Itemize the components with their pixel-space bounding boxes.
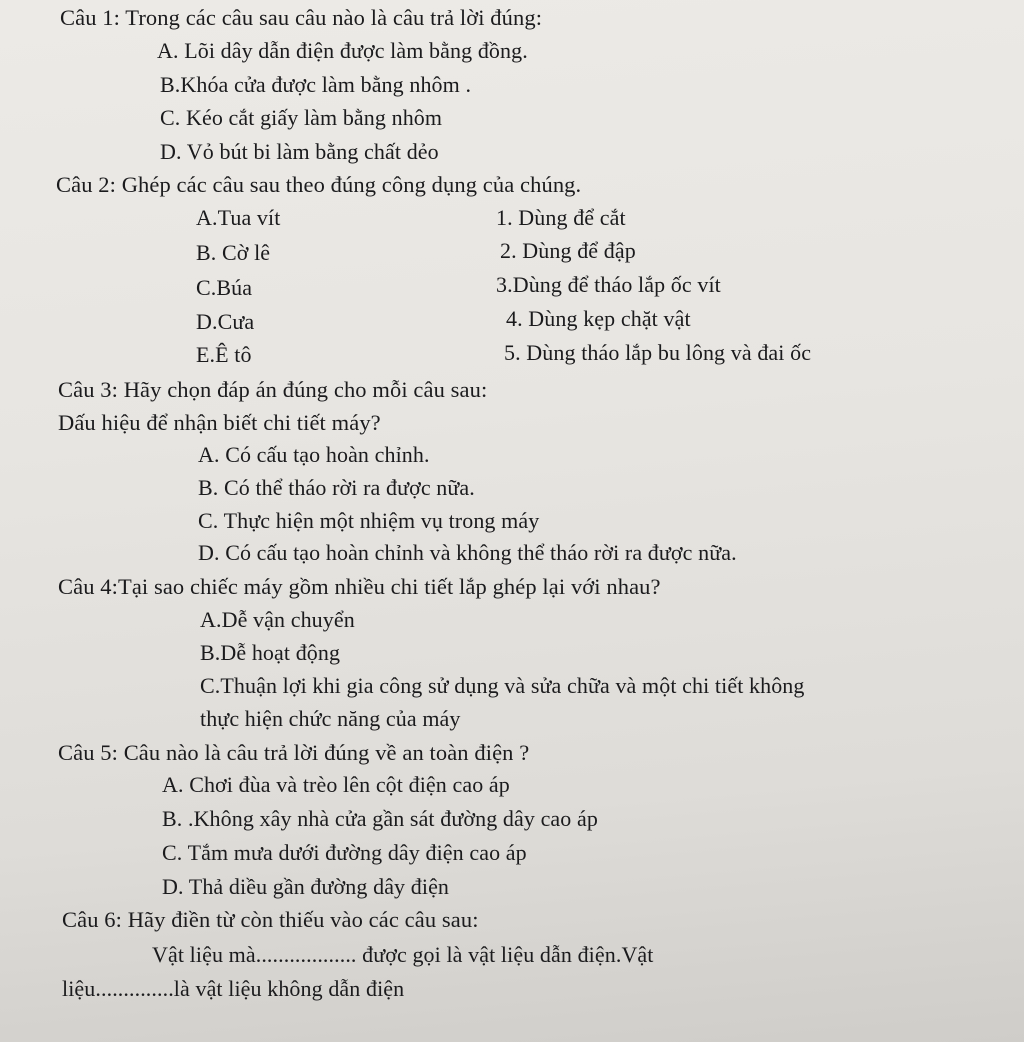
question-4-option-c: C.Thuận lợi khi gia công sử dụng và sửa chữa và một chi tiết không [200, 673, 805, 698]
question-4-option-b: B.Dễ hoạt động [200, 640, 341, 665]
question-5-option-a: A. Chơi đùa và trèo lên cột điện cao áp [162, 772, 510, 797]
question-4-option-c-continued: thực hiện chức năng của máy [200, 706, 461, 731]
question-5-option-c: C. Tắm mưa dưới đường dây điện cao áp [162, 840, 527, 865]
question-5-option-b: B. .Không xây nhà cửa gần sát đường dây cao áp [162, 806, 598, 831]
question-4-title: Câu 4:Tại sao chiếc máy gồm nhiều chi tiết lắp ghép lại với nhau? [58, 574, 661, 599]
question-2-right-5: 5. Dùng tháo lắp bu lông và đai ốc [504, 340, 812, 365]
question-2-left-a: A.Tua vít [196, 205, 281, 230]
question-3-question: Dấu hiệu để nhận biết chi tiết máy? [58, 410, 381, 435]
question-1-option-a: A. Lõi dây dẫn điện được làm bằng đồng. [157, 38, 528, 63]
question-2-right-3: 3.Dùng để tháo lắp ốc vít [496, 272, 721, 297]
question-2-left-e: E.Ê tô [196, 342, 252, 367]
question-2-left-c: C.Búa [196, 275, 253, 300]
question-2-left-d: D.Cưa [196, 309, 255, 334]
question-5-option-d: D. Thả diều gần đường dây điện [162, 874, 450, 899]
question-1-title: Câu 1: Trong các câu sau câu nào là câu trả lời đúng: [60, 5, 543, 30]
question-3-title: Câu 3: Hãy chọn đáp án đúng cho mỗi câu sau: [58, 377, 488, 402]
question-2-right-1: 1. Dùng để cắt [496, 205, 626, 230]
question-3-option-d: D. Có cấu tạo hoàn chỉnh và không thể tháo rời ra được nữa. [198, 540, 737, 565]
question-2-right-4: 4. Dùng kẹp chặt vật [506, 306, 691, 331]
question-6-fill-line-2: liệu..............là vật liệu không dẫn điện [62, 976, 405, 1001]
question-6-title: Câu 6: Hãy điền từ còn thiếu vào các câu sau: [62, 907, 479, 932]
question-2-right-2: 2. Dùng để đập [500, 238, 636, 263]
question-5-title: Câu 5: Câu nào là câu trả lời đúng về an toàn điện ? [58, 740, 530, 765]
question-6-fill-line-1: Vật liệu mà.................. được gọi là vật liệu dẫn điện.Vật [152, 942, 654, 967]
question-2-title: Câu 2: Ghép các câu sau theo đúng công dụng của chúng. [56, 172, 582, 197]
question-1-option-c: C. Kéo cắt giấy làm bằng nhôm [160, 105, 443, 130]
question-4-option-a: A.Dễ vận chuyển [200, 607, 355, 632]
question-1-option-b: B.Khóa cửa được làm bằng nhôm . [160, 72, 472, 97]
question-3-option-b: B. Có thể tháo rời ra được nữa. [198, 475, 475, 500]
question-3-option-a: A. Có cấu tạo hoàn chỉnh. [198, 442, 430, 467]
question-1-option-d: D. Vỏ bút bi làm bằng chất dẻo [160, 139, 439, 164]
question-2-left-b: B. Cờ lê [196, 240, 271, 265]
question-3-option-c: C. Thực hiện một nhiệm vụ trong máy [198, 508, 540, 533]
